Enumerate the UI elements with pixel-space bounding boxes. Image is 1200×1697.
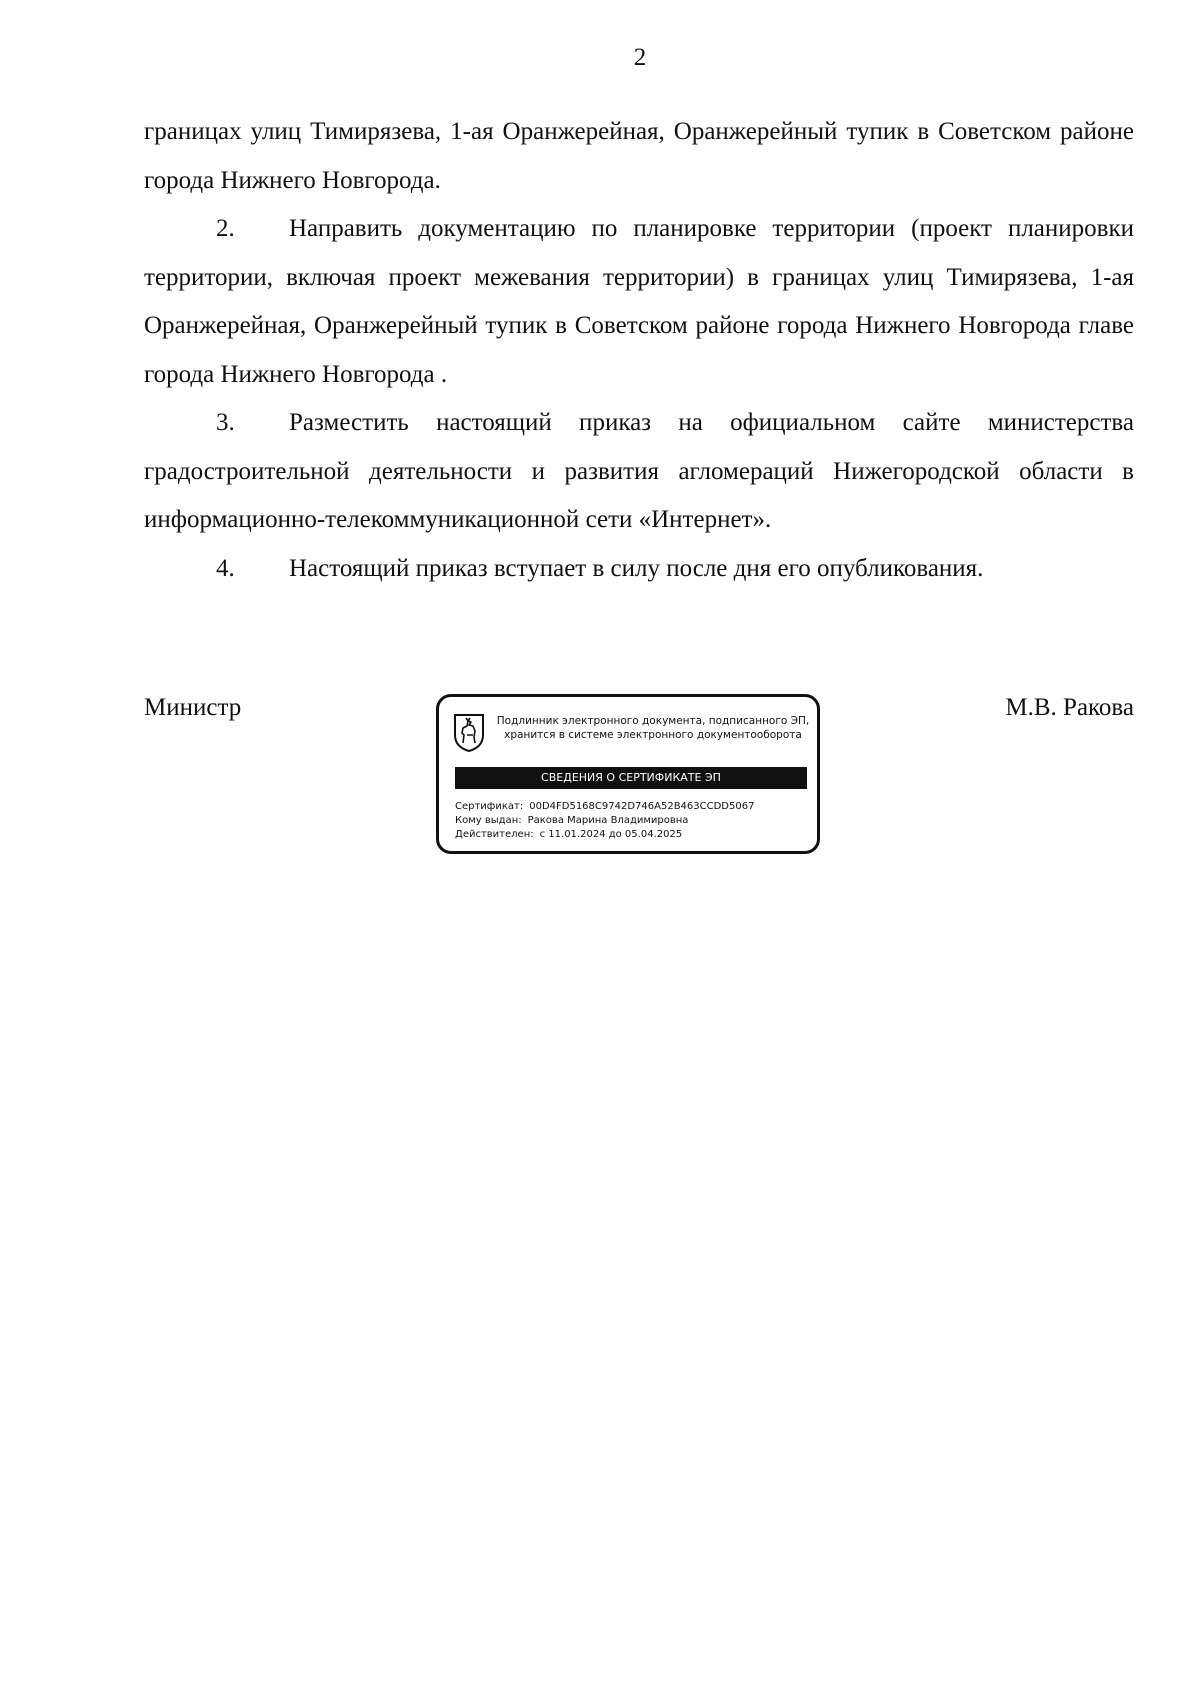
document-body [144,108,1134,593]
paragraph-item-3 [144,399,1134,545]
paragraph-item-4 [144,545,1134,594]
issued-to-value: Ракова Марина Владимировна [527,815,689,826]
certificate-details [455,800,807,842]
paragraph-item-2 [144,205,1134,399]
page-number: 2 [633,44,647,71]
certificate-label: Сертификат: [455,801,524,812]
paragraph-number: 4. [216,554,235,582]
paragraph-continuation [144,108,1134,205]
paragraph-text: Настоящий приказ вступает в силу после дня его опубликования. [289,554,984,582]
stamp-header-line: хранится в системе электронного документооборота [504,729,802,741]
paragraph-number: 2. [216,215,235,242]
deer-coat-of-arms-icon [453,713,485,753]
paragraph-number: 3. [216,409,235,436]
stamp-header-line: Подлинник электронного документа, подписанного ЭП, [496,715,810,727]
validity-value: с 11.01.2024 до 05.04.2025 [539,829,683,840]
signatory-position: Министр [144,694,242,721]
signatory-name: М.В. Ракова [1005,694,1134,721]
paragraph-text: Разместить настоящий приказ на официальном сайте министерства градостроительной деятельности и развития агломераций Нижегородской области в информационно-телекоммуникационной сети «Интернет». [144,409,1134,533]
validity-row [455,828,807,842]
paragraph-text: Направить документацию по планировке территории (проект планировки территории, включая проект межевания территории) в границах улиц Тимирязева, 1-ая Оранжерейная, Оранжерейный тупик в Советском районе города Нижнего Новгорода главе города Нижнего Новгорода . [144,215,1134,388]
certificate-info-bar: СВЕДЕНИЯ О СЕРТИФИКАТЕ ЭП [455,767,807,789]
certificate-value: 00D4FD5168C9742D746A52B463CCDD5067 [529,801,755,812]
issued-to-row [455,814,807,828]
stamp-header [495,714,811,742]
certificate-row [455,800,807,814]
electronic-signature-stamp [436,694,820,854]
paragraph-text: границах улиц Тимирязева, 1-ая Оранжерейная, Оранжерейный тупик в Советском районе города Нижнего Новгорода. [144,118,1134,194]
validity-label: Действителен: [455,829,534,840]
issued-to-label: Кому выдан: [455,815,522,826]
